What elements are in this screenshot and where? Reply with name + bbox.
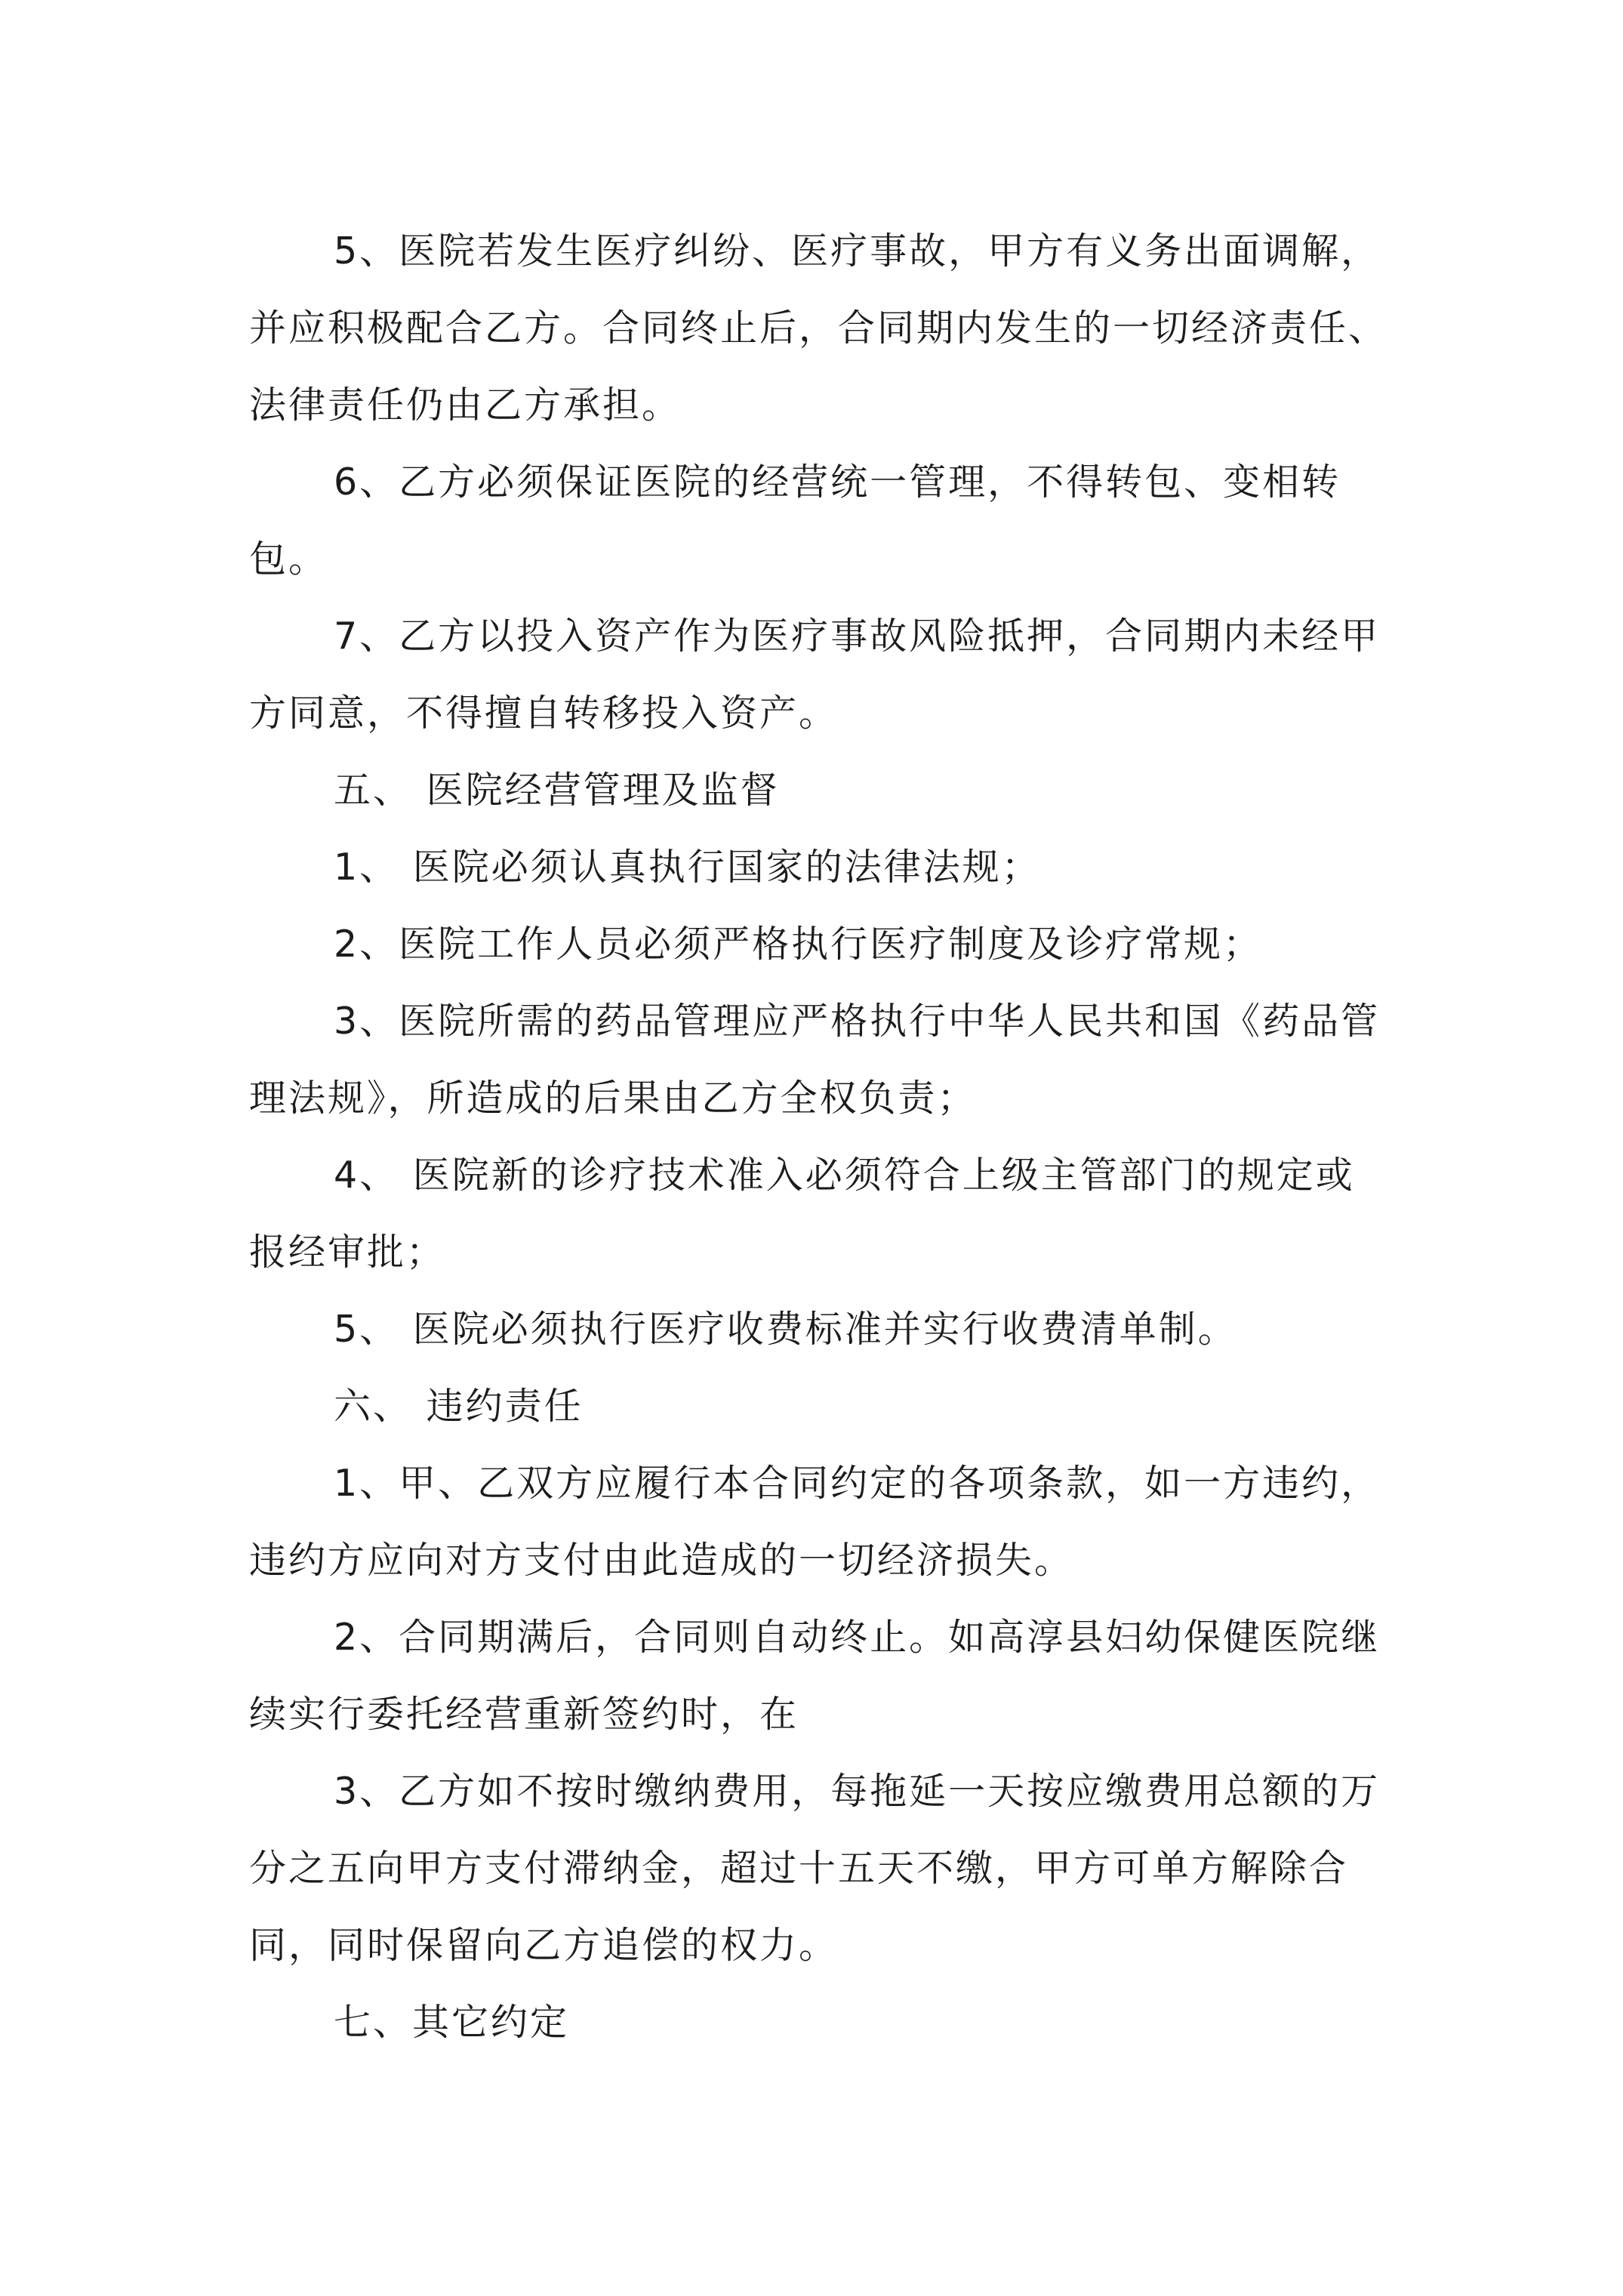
paragraph-clause-4-6: 6、乙方必须保证医院的经营统一管理，不得转包、变相转包。	[249, 461, 1341, 581]
document-body	[249, 213, 1389, 2061]
paragraph-clause-6-1: 1、甲、乙双方应履行本合同约定的各项条款，如一方违约，违约方应向对方支付由此造成的一切经济损失。	[249, 1462, 1381, 1582]
paragraph-clause-6-3: 3、乙方如不按时缴纳费用，每拖延一天按应缴费用总额的万分之五向甲方支付滞纳金，超过十五天不缴，甲方可单方解除合同，同时保留向乙方追偿的权力。	[249, 1770, 1381, 1967]
paragraph-clause-4-5: 5、医院若发生医疗纠纷、医疗事故，甲方有义务出面调解，并应积极配合乙方。合同终止后，合同期内发生的一切经济责任、法律责任仍由乙方承担。	[249, 230, 1388, 427]
paragraph-clause-5-4: 4、 医院新的诊疗技术准入必须符合上级主管部门的规定或报经审批；	[249, 1154, 1355, 1274]
section-heading-5: 五、 医院经营管理及监督	[334, 769, 780, 812]
paragraph-clause-5-3: 3、医院所需的药品管理应严格执行中华人民共和国《药品管理法规》，所造成的后果由乙方全权负责；	[249, 1000, 1381, 1120]
paragraph-clause-5-5: 5、 医院必须执行医疗收费标准并实行收费清单制。	[334, 1308, 1237, 1351]
section-heading-7: 七、其它约定	[334, 2001, 570, 2044]
paragraph-clause-5-2: 2、医院工作人员必须严格执行医疗制度及诊疗常规；	[334, 923, 1263, 966]
paragraph-clause-5-1: 1、 医院必须认真执行国家的法律法规；	[334, 846, 1041, 889]
paragraph-clause-4-7: 7、乙方以投入资产作为医疗事故风险抵押，合同期内未经甲方同意，不得擅自转移投入资产。	[249, 615, 1381, 735]
section-heading-6: 六、 违约责任	[334, 1385, 584, 1428]
paragraph-clause-6-2: 2、合同期满后，合同则自动终止。如高淳县妇幼保健医院继续实行委托经营重新签约时，在	[249, 1616, 1381, 1736]
